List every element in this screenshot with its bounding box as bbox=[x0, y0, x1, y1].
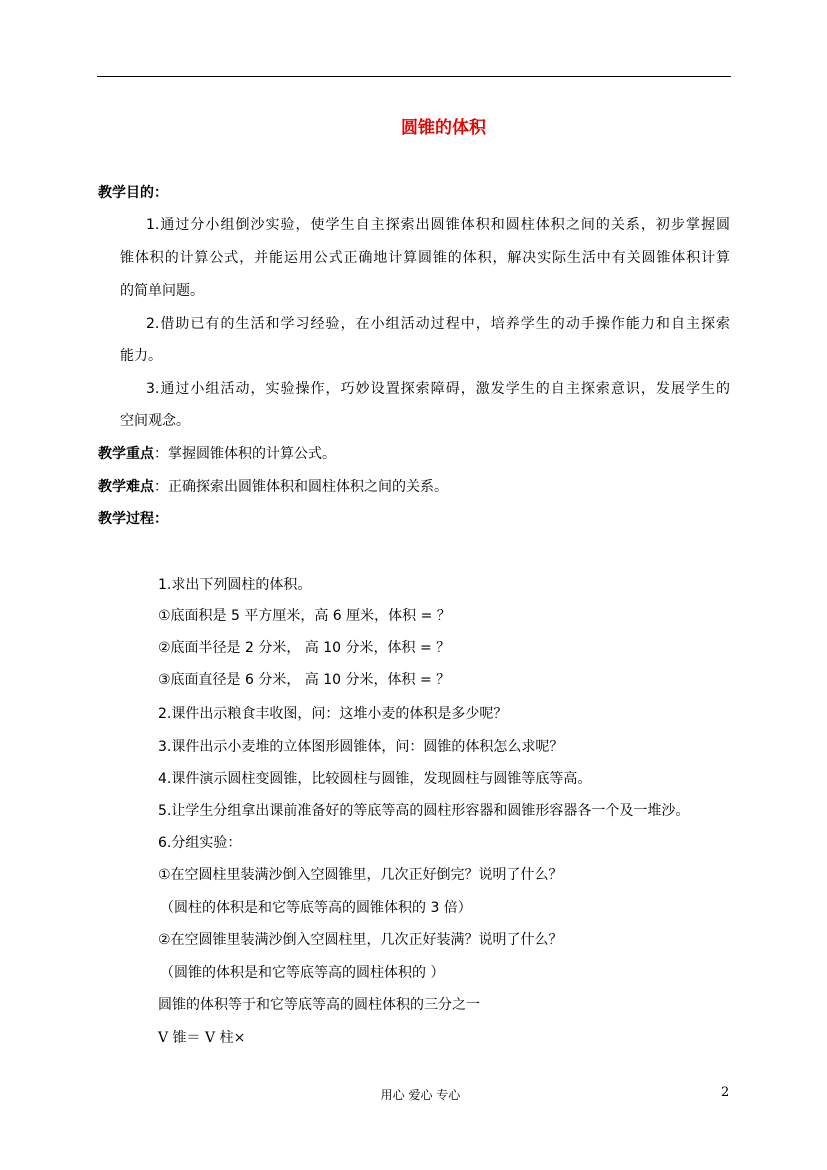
goals-heading: 教学目的： bbox=[98, 185, 168, 201]
difficulty-label: 教学难点 bbox=[98, 479, 154, 495]
process-item: （圆柱的体积是和它等底等高的圆锥体积的 3 倍） bbox=[160, 900, 472, 916]
process-item: ①底面积是 5 平方厘米，高 6 厘米，体积 = ？ bbox=[158, 608, 451, 624]
process-item: 5.让学生分组拿出课前准备好的等底等高的圆柱形容器和圆锥形容器各一个及一堆沙。 bbox=[158, 803, 690, 819]
process-item: 1.求出下列圆柱的体积。 bbox=[158, 577, 312, 593]
goal-1-line-1: 1.通过分小组倒沙实验，使学生自主探索出圆锥体积和圆柱体积之间的关系，初步掌握圆 bbox=[146, 217, 730, 233]
goal-1-line-3: 的简单问题。 bbox=[120, 283, 204, 299]
goal-3-line-1: 3.通过小组活动，实验操作，巧妙设置探索障碍，激发学生的自主探索意识，发展学生的 bbox=[146, 381, 730, 397]
process-item: ③底面直径是 6 分米， 高 10 分米，体积 = ？ bbox=[158, 672, 451, 688]
process-heading: 教学过程： bbox=[98, 511, 168, 527]
process-item: ②底面半径是 2 分米， 高 10 分米，体积 = ？ bbox=[158, 640, 451, 656]
goal-2-line-1: 2.借助已有的生活和学习经验，在小组活动过程中，培养学生的动手操作能力和自主探索 bbox=[146, 316, 730, 332]
process-item: 6.分组实验： bbox=[158, 835, 242, 851]
key-point-label: 教学重点 bbox=[98, 446, 154, 462]
process-item: 4.课件演示圆柱变圆锥，比较圆柱与圆锥，发现圆柱与圆锥等底等高。 bbox=[158, 771, 592, 787]
page-title: 圆锥的体积 bbox=[401, 118, 486, 138]
formula: V 锥＝ V 柱× bbox=[158, 1030, 246, 1046]
process-item: ②在空圆锥里装满沙倒入空圆柱里，几次正好装满？说明了什么？ bbox=[158, 932, 563, 948]
process-item: 2.课件出示粮食丰收图，问：这堆小麦的体积是多少呢？ bbox=[158, 706, 508, 722]
key-point-text: ：掌握圆锥体积的计算公式。 bbox=[154, 446, 336, 462]
process-item: ①在空圆柱里装满沙倒入空圆锥里，几次正好倒完？说明了什么？ bbox=[158, 867, 563, 883]
process-item: （圆锥的体积是和它等底等高的圆柱体积的 ） bbox=[160, 965, 445, 981]
goal-2-line-2: 能力。 bbox=[120, 348, 162, 364]
footer-text: 用心 爱心 专心 bbox=[380, 1088, 461, 1102]
goal-1-line-2: 锥体积的计算公式，并能运用公式正确地计算圆锥的体积，解决实际生活中有关圆锥体积计算 bbox=[120, 250, 730, 266]
key-point bbox=[98, 445, 336, 463]
difficulty-text: ：正确探索出圆锥体积和圆柱体积之间的关系。 bbox=[154, 479, 448, 495]
process-item: 3.课件出示小麦堆的立体图形圆锥体，问：圆锥的体积怎么求呢？ bbox=[158, 739, 564, 755]
header-rule bbox=[97, 76, 731, 77]
goal-3-line-2: 空间观念。 bbox=[120, 413, 190, 429]
difficulty-point bbox=[98, 478, 448, 496]
page-number: 2 bbox=[721, 1085, 730, 1100]
process-item: 圆锥的体积等于和它等底等高的圆柱体积的三分之一 bbox=[158, 997, 480, 1013]
